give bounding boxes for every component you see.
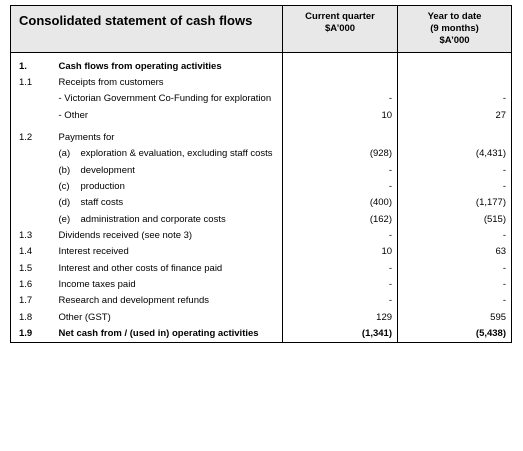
statement-title: Consolidated statement of cash flows — [11, 6, 283, 53]
row-label: Interest and other costs of finance paid — [58, 262, 223, 274]
current-quarter-value: - — [283, 277, 398, 293]
current-quarter-label: Current quarter — [305, 11, 375, 22]
ytd-value: (4,431) — [398, 146, 512, 162]
current-quarter-value: (928) — [283, 146, 398, 162]
ytd-value: 27 — [398, 108, 512, 124]
ytd-value: - — [398, 228, 512, 244]
row-label: Research and development refunds — [58, 295, 210, 307]
table-row — [11, 293, 512, 309]
table-row-total — [11, 326, 512, 343]
current-quarter-value: 10 — [283, 244, 398, 260]
table-row — [11, 75, 512, 91]
row-number: 1.7 — [11, 293, 51, 309]
current-quarter-value: (162) — [283, 212, 398, 228]
cash-flow-table — [10, 5, 512, 343]
ytd-value: 63 — [398, 244, 512, 260]
row-label: - Victorian Government Co-Funding for exploration — [58, 93, 272, 105]
row-number: 1.3 — [11, 228, 51, 244]
row-number: 1.4 — [11, 244, 51, 260]
current-quarter-value: (1,341) — [283, 326, 398, 343]
row-label: production — [80, 181, 125, 193]
row-label: staff costs — [80, 197, 124, 209]
row-label: administration and corporate costs — [80, 213, 226, 225]
item-letter: (a) — [58, 148, 71, 160]
current-quarter-value: - — [283, 179, 398, 195]
table-row — [11, 163, 512, 179]
table-row — [11, 130, 512, 146]
table-row — [11, 108, 512, 124]
row-label: Cash flows from operating activities — [58, 60, 222, 72]
row-number: 1.1 — [11, 75, 51, 91]
table-row — [11, 277, 512, 293]
table-row — [11, 244, 512, 260]
row-label: - Other — [58, 109, 89, 121]
ytd-value: - — [398, 179, 512, 195]
ytd-unit: $A’000 — [439, 34, 470, 46]
table-header-row — [11, 6, 512, 53]
table-row — [11, 212, 512, 228]
row-number: 1.5 — [11, 261, 51, 277]
row-label: Dividends received (see note 3) — [58, 230, 193, 242]
row-number: 1.9 — [11, 326, 51, 343]
row-label: development — [80, 164, 135, 176]
item-letter: (b) — [58, 164, 71, 176]
row-label: Interest received — [58, 246, 129, 258]
row-label: exploration & evaluation, excluding staff costs — [80, 148, 273, 160]
row-number: 1. — [11, 59, 51, 75]
ytd-value: (1,177) — [398, 195, 512, 211]
ytd-value: - — [398, 163, 512, 179]
ytd-value: - — [398, 277, 512, 293]
ytd-value: 595 — [398, 310, 512, 326]
table-row — [11, 310, 512, 326]
row-label: Income taxes paid — [58, 279, 136, 291]
current-quarter-value: - — [283, 261, 398, 277]
ytd-label: Year to date — [427, 11, 482, 22]
item-letter: (e) — [58, 213, 71, 225]
current-quarter-value: - — [283, 228, 398, 244]
item-letter: (d) — [58, 197, 71, 209]
table-row — [11, 228, 512, 244]
row-label: Payments for — [58, 132, 115, 143]
current-quarter-value: - — [283, 293, 398, 309]
row-label: Other (GST) — [58, 311, 111, 323]
table-row — [11, 179, 512, 195]
table-row — [11, 146, 512, 162]
current-quarter-value: - — [283, 163, 398, 179]
table-row — [11, 261, 512, 277]
ytd-value — [398, 59, 512, 75]
table-row — [11, 195, 512, 211]
row-label: Receipts from customers — [58, 76, 164, 88]
ytd-value: - — [398, 293, 512, 309]
current-quarter-unit: $A’000 — [324, 22, 356, 34]
row-number: 1.6 — [11, 277, 51, 293]
table-row — [11, 91, 512, 107]
ytd-value: (515) — [398, 212, 512, 228]
current-quarter-value — [283, 59, 398, 75]
row-number: 1.2 — [11, 130, 51, 146]
row-label: Net cash from / (used in) operating activities — [51, 326, 283, 343]
ytd-value: (5,438) — [398, 326, 512, 343]
current-quarter-value: 10 — [283, 108, 398, 124]
ytd-value: - — [398, 91, 512, 107]
ytd-period: (9 months) — [430, 22, 479, 34]
row-number: 1.8 — [11, 310, 51, 326]
table-row — [11, 59, 512, 75]
current-quarter-header — [283, 6, 398, 53]
current-quarter-value: 129 — [283, 310, 398, 326]
current-quarter-value: - — [283, 91, 398, 107]
ytd-value: - — [398, 261, 512, 277]
year-to-date-header — [398, 6, 512, 53]
current-quarter-value: (400) — [283, 195, 398, 211]
item-letter: (c) — [58, 181, 70, 193]
